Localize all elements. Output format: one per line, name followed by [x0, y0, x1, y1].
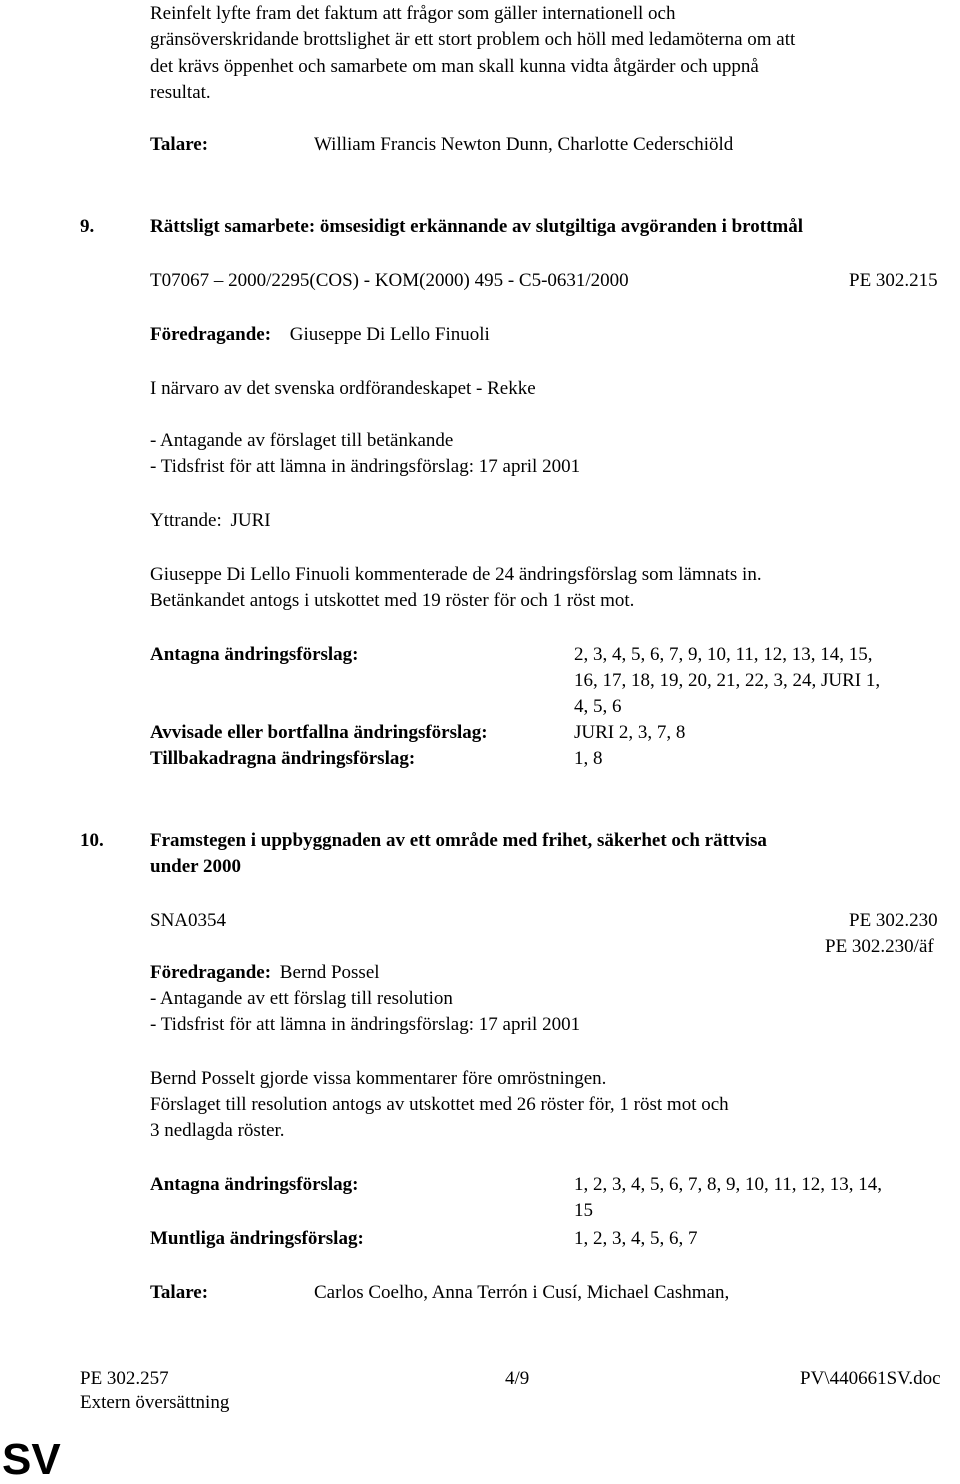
item10-title-1: Framstegen i uppbyggnaden av ett område med frihet, säkerhet och rättvisa [150, 830, 767, 851]
footer-pe-ref: PE 302.257 [80, 1368, 169, 1389]
item9-adopted-1: 2, 3, 4, 5, 6, 7, 9, 10, 11, 12, 13, 14, 15, [574, 644, 873, 665]
item10-oral: 1, 2, 3, 4, 5, 6, 7 [574, 1228, 698, 1249]
item10-title-2: under 2000 [150, 856, 241, 877]
item10-rapporteur-label: Föredragande: [150, 962, 272, 983]
item10-speakers-label: Talare: [150, 1282, 209, 1303]
item9-pe-number: PE 302.215 [849, 270, 938, 291]
item10-adopted-label: Antagna ändringsförslag: [150, 1174, 359, 1195]
item9-comment-1: Giuseppe Di Lello Finuoli kommenterade de 24 ändringsförslag som lämnats in. [150, 564, 762, 585]
item9-adopted-3: 4, 5, 6 [574, 696, 622, 717]
item10-pe-number-2: PE 302.230/äf [825, 936, 934, 957]
footer-language: SV [2, 1435, 61, 1484]
item9-opinion-label: Yttrande: [150, 510, 222, 531]
item10-number: 10. [80, 830, 104, 851]
item9-comment-2: Betänkandet antogs i utskottet med 19 röster för och 1 röst mot. [150, 590, 635, 611]
item9-rejected: JURI 2, 3, 7, 8 [574, 722, 686, 743]
intro-line-2: gränsöverskridande brottslighet är ett stort problem och höll med ledamöterna om att [150, 29, 796, 50]
item9-number: 9. [80, 216, 95, 237]
item9-rapporteur-label: Föredragande: [150, 324, 272, 345]
item10-oral-label: Muntliga ändringsförslag: [150, 1228, 364, 1249]
item10-speakers: Carlos Coelho, Anna Terrón i Cusí, Michael Cashman, [314, 1282, 730, 1303]
intro-speakers: William Francis Newton Dunn, Charlotte Cederschiöld [314, 134, 734, 155]
item9-withdrawn: 1, 8 [574, 748, 603, 769]
item10-adopted-1: 1, 2, 3, 4, 5, 6, 7, 8, 9, 10, 11, 12, 13, 14, [574, 1174, 883, 1195]
intro-speakers-label: Talare: [150, 134, 209, 155]
item10-comment-1: Bernd Posselt gjorde vissa kommentarer före omröstningen. [150, 1068, 607, 1089]
item10-comment-2: Förslaget till resolution antogs av utskottet med 26 röster för, 1 röst mot och [150, 1094, 729, 1115]
item10-rapporteur: Bernd Possel [279, 962, 380, 983]
item10-action-1: - Antagande av ett förslag till resolution [150, 988, 453, 1009]
intro-line-4: resultat. [150, 82, 211, 103]
item9-opinion: JURI [230, 510, 271, 531]
intro-line-1: Reinfelt lyfte fram det faktum att frågor som gäller internationell och [150, 3, 676, 24]
item9-adopted-label: Antagna ändringsförslag: [150, 644, 359, 665]
item10-reference: SNA0354 [150, 910, 227, 931]
item9-title: Rättsligt samarbete: ömsesidigt erkännande av slutgiltiga avgöranden i brottmål [150, 216, 804, 237]
item9-presence: I närvaro av det svenska ordförandeskapet - Rekke [150, 378, 536, 399]
item9-action-2: - Tidsfrist för att lämna in ändringsförslag: 17 april 2001 [150, 456, 581, 477]
item10-comment-3: 3 nedlagda röster. [150, 1120, 285, 1141]
item9-withdrawn-label: Tillbakadragna ändringsförslag: [150, 748, 416, 769]
item10-adopted-2: 15 [574, 1200, 593, 1221]
item10-action-2: - Tidsfrist för att lämna in ändringsförslag: 17 april 2001 [150, 1014, 581, 1035]
item9-reference: T07067 – 2000/2295(COS) - KOM(2000) 495 - C5-0631/2000 [150, 270, 629, 291]
footer-file: PV\440661SV.doc [800, 1368, 941, 1389]
intro-line-3: det krävs öppenhet och samarbete om man skall kunna vidta åtgärder och uppnå [150, 56, 759, 77]
item10-pe-number: PE 302.230 [849, 910, 938, 931]
item9-action-1: - Antagande av förslaget till betänkande [150, 430, 454, 451]
footer-translation: Extern översättning [80, 1392, 230, 1413]
item9-adopted-2: 16, 17, 18, 19, 20, 21, 22, 3, 24, JURI 1, [574, 670, 881, 691]
item9-rejected-label: Avvisade eller bortfallna ändringsförslag: [150, 722, 488, 743]
footer-page: 4/9 [505, 1368, 530, 1389]
item9-rapporteur: Giuseppe Di Lello Finuoli [289, 324, 490, 345]
